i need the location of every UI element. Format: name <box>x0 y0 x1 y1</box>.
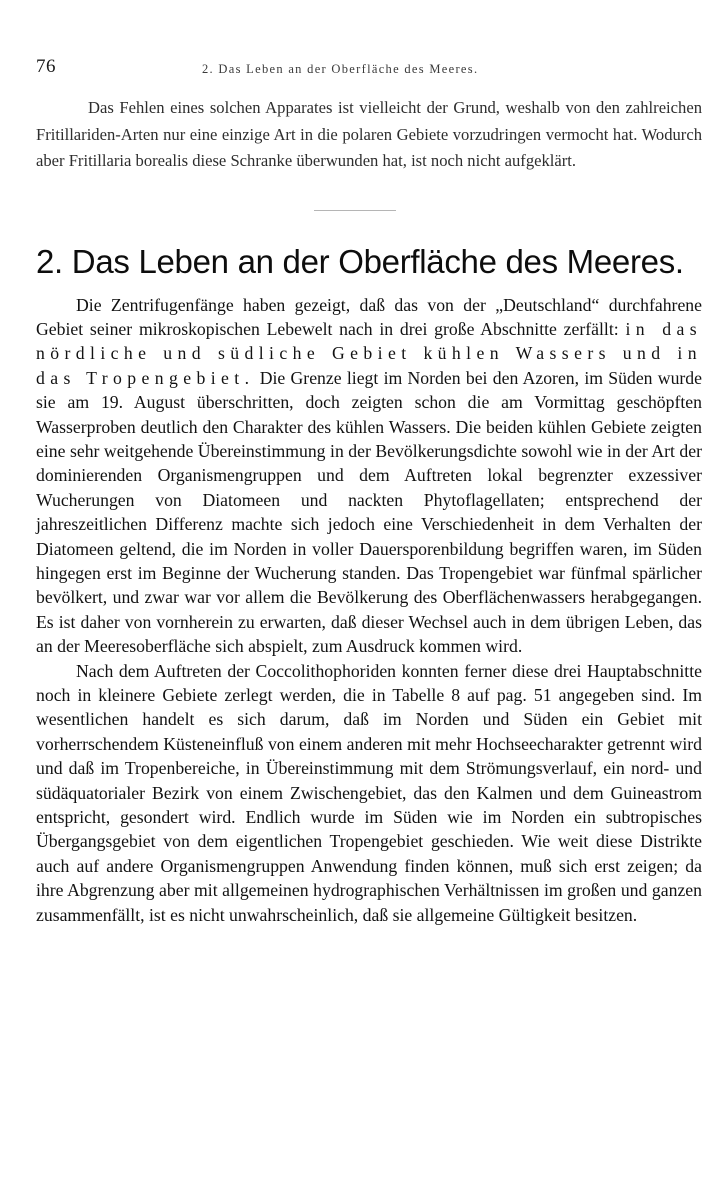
paragraph-1-continuation: Die Grenze liegt im Norden bei den Azoren, im Süden wurde sie am 19. August überschritten, doch zeigten schon die am Vormittag geschöpften Wasserproben deutlich den Charakter des kühlen Wassers. Die beiden kühlen Gebiete zeigten eine sehr weitgehende Übereinstimmung in der Bevölkerungsdichte sowohl wie in der Art der dominierenden Organismengruppen und dem Auftreten lokal begrenzter exzessiver Wucherungen von Diatomeen und nackten Phytoflagellaten; entsprechend der jahreszeitlichen Differenz machte sich jedoch eine Verschiedenheit in dem Verhalten der Diatomeen geltend, die im Norden in voller Dauersporenbildung begriffen waren, im Süden hingegen erst im Beginne der Wucherung standen. Das Tropengebiet war fünfmal spärlicher bevölkert, und zwar war vor allem die Bevölkerung des Oberflächenwassers herabgegangen. Es ist daher von vornherein zu erwarten, daß dieser Wechsel auch in dem übrigen Leben, das an der Meeresoberfläche sich abspielt, zum Ausdruck kommen wird. <box>36 367 702 657</box>
running-title: 2. Das Leben an der Oberfläche des Meeres. <box>202 62 479 76</box>
book-page <box>36 56 702 927</box>
section-paragraph-2: Nach dem Auftreten der Coccolithophoriden konnten ferner diese drei Hauptabschnitte noch in kleinere Gebiete zerlegt werden, die in Tabelle 8 auf pag. 51 angegeben sind. Im wesentlichen handelt es sich darum, daß im Norden und Süden ein Gebiet mit vorherrschendem Küsteneinfluß von einem anderen mit mehr Hochseecharakter getrennt wird und daß im Tropenbereiche, in Übereinstimmung mit dem Strömungsverlauf, ein nord- und südäquatorialer Bezirk von einem Zwischengebiet, das den Kalmen und dem Guineastrom entspricht, gesondert wird. Endlich wurde im Süden wie im Norden ein subtropisches Übergangsgebiet von dem eigentlichen Tropengebiet geschieden. Wie weit diese Distrikte auch auf andere Organismengruppen Anwendung finden können, muß sich erst zeigen; da ihre Abgrenzung aber mit allgemeinen hydrographischen Verhältnissen im großen und ganzen zusammenfällt, ist es nicht unwahrscheinlich, daß sie allgemeine Gültigkeit besitzen. <box>36 660 702 925</box>
section-body <box>36 293 702 928</box>
section-paragraph-1 <box>36 293 702 659</box>
paragraph-1-opening: Die Zentrifugenfänge haben gezeigt, daß das von der „Deutschland“ durchfahrene Gebiet seiner mikroskopischen Lebewelt nach in drei große Abschnitte zerfällt: <box>36 294 702 339</box>
section-divider <box>314 210 396 211</box>
intro-text <box>36 95 702 175</box>
regions-emphasis: in das nördliche und südliche Gebiet kühlen Wassers und in das Tropengebiet. <box>36 318 703 388</box>
page-number: 76 <box>36 56 56 77</box>
running-head <box>36 56 702 84</box>
intro-paragraph: Das Fehlen eines solchen Apparates ist vielleicht der Grund, weshalb von den zahlreichen Fritillariden-Arten nur eine einzige Art in die polaren Gebiete vorzudringen vermocht hat. Wodurch aber Fritillaria borealis diese Schranke überwunden hat, ist noch nicht aufgeklärt. <box>36 98 702 170</box>
section-title: 2. Das Leben an der Oberfläche des Meeres. <box>36 242 684 280</box>
